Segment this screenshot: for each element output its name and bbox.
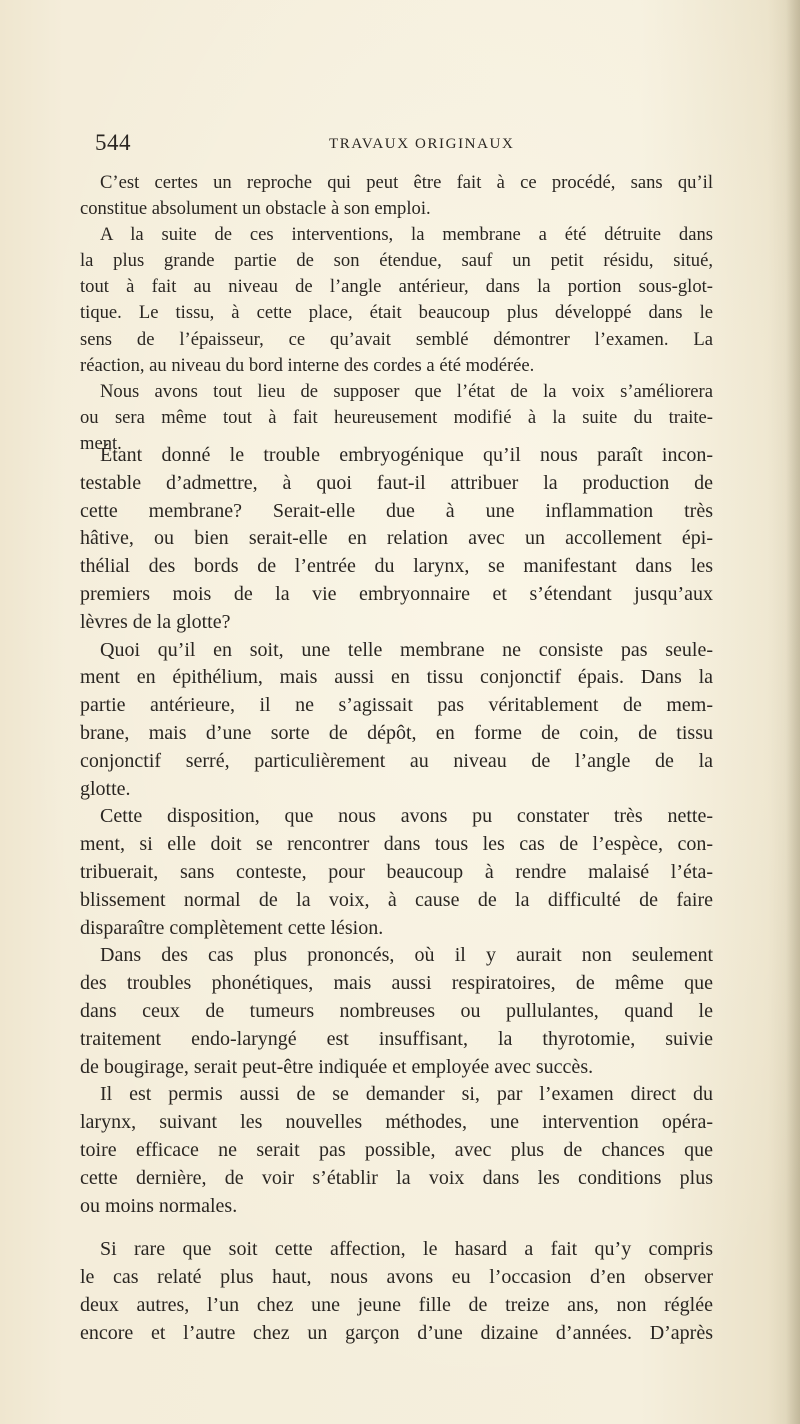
text-line: dans ceux de tumeurs nombreuses ou pullulantes, quand le: [80, 999, 713, 1022]
text-line: C’est certes un reproche qui peut être fait à ce procédé, sans qu’il: [100, 172, 713, 193]
text-line: brane, mais d’une sorte de dépôt, en forme de coin, de tissu: [80, 721, 713, 744]
text-line: réaction, au niveau du bord interne des cordes a été modérée.: [80, 354, 535, 376]
text-line: conjonctif serré, particulièrement au niveau de l’angle de la: [80, 749, 713, 772]
text-line: Dans des cas plus prononcés, où il y aurait non seulement: [100, 944, 713, 967]
text-line: Nous avons tout lieu de supposer que l’état de la voix s’améliorera: [100, 380, 713, 402]
running-title: TRAVAUX ORIGINAUX: [329, 136, 515, 152]
body-text-block-small: [80, 170, 713, 457]
page-binding-shadow: [786, 0, 800, 1424]
paragraph-gap: [80, 1220, 713, 1236]
text-line: thélial des bords de l’entrée du larynx, se manifestant dans les: [80, 555, 713, 578]
text-line: ou sera même tout à fait heureusement modifié à la suite du traite-: [80, 406, 713, 428]
text-line: blissement normal de la voix, à cause de la difficulté de faire: [80, 888, 713, 911]
text-line: disparaître complètement cette lésion.: [80, 916, 384, 939]
text-line: A la suite de ces interventions, la membrane a été détruite dans: [100, 224, 713, 246]
text-line: Il est permis aussi de se demander si, par l’examen direct du: [100, 1083, 713, 1106]
text-line: de bougirage, serait peut-être indiquée et employée avec succès.: [80, 1055, 594, 1078]
text-line: constitue absolument un obstacle à son emploi.: [80, 198, 431, 220]
text-line: deux autres, l’un chez une jeune fille de treize ans, non réglée: [80, 1293, 713, 1316]
text-line: Quoi qu’il en soit, une telle membrane ne consiste pas seule-: [100, 638, 713, 661]
text-line: cette membrane? Serait-elle due à une inflammation très: [80, 499, 713, 522]
text-line: cette dernière, de voir s’établir la voix dans les conditions plus: [80, 1166, 713, 1189]
text-line: partie antérieure, il ne s’agissait pas véritablement de mem-: [80, 694, 713, 717]
body-text-block-large: [80, 442, 713, 1348]
text-line: premiers mois de la vie embryonnaire et s’étendant jusqu’aux: [80, 582, 713, 605]
text-line: ment en épithélium, mais aussi en tissu conjonctif épais. Dans la: [80, 666, 713, 689]
text-line: hâtive, ou bien serait-elle en relation avec un accollement épi-: [80, 527, 713, 550]
text-line: ment, si elle doit se rencontrer dans tous les cas de l’espèce, con-: [80, 833, 713, 856]
text-line: testable d’admettre, à quoi faut-il attribuer la production de: [80, 471, 713, 494]
text-line: ment.: [80, 432, 122, 454]
text-line: la plus grande partie de son étendue, sauf un petit résidu, situé,: [80, 250, 713, 272]
text-line: encore et l’autre chez un garçon d’une dizaine d’années. D’après: [80, 1321, 713, 1344]
page-number: 544: [95, 130, 131, 155]
text-line: traitement endo-laryngé est insuffisant, la thyrotomie, suivie: [80, 1027, 713, 1050]
text-line: Étant donné le trouble embryogénique qu’il nous paraît incon-: [100, 444, 713, 466]
text-line: des troubles phonétiques, mais aussi respiratoires, de même que: [80, 972, 713, 995]
text-line: Cette disposition, que nous avons pu constater très nette-: [100, 805, 713, 828]
text-line: ou moins normales.: [80, 1194, 238, 1217]
text-line: toire efficace ne serait pas possible, avec plus de chances que: [80, 1138, 713, 1161]
text-line: tout à fait au niveau de l’angle antérieur, dans la portion sous-glot-: [80, 276, 713, 298]
text-line: sens de l’épaisseur, ce qu’avait semblé démontrer l’examen. La: [80, 328, 713, 350]
text-line: larynx, suivant les nouvelles méthodes, une intervention opéra-: [80, 1111, 713, 1134]
text-line: tique. Le tissu, à cette place, était beaucoup plus développé dans le: [80, 302, 713, 324]
running-head: [95, 130, 715, 160]
text-line: le cas relaté plus haut, nous avons eu l’occasion d’en observer: [80, 1266, 713, 1289]
text-line: tribuerait, sans conteste, pour beaucoup à rendre malaisé l’éta-: [80, 860, 713, 883]
text-line: lèvres de la glotte?: [80, 610, 231, 633]
text-line: Si rare que soit cette affection, le hasard a fait qu’y compris: [100, 1238, 713, 1261]
text-line: glotte.: [80, 777, 131, 800]
